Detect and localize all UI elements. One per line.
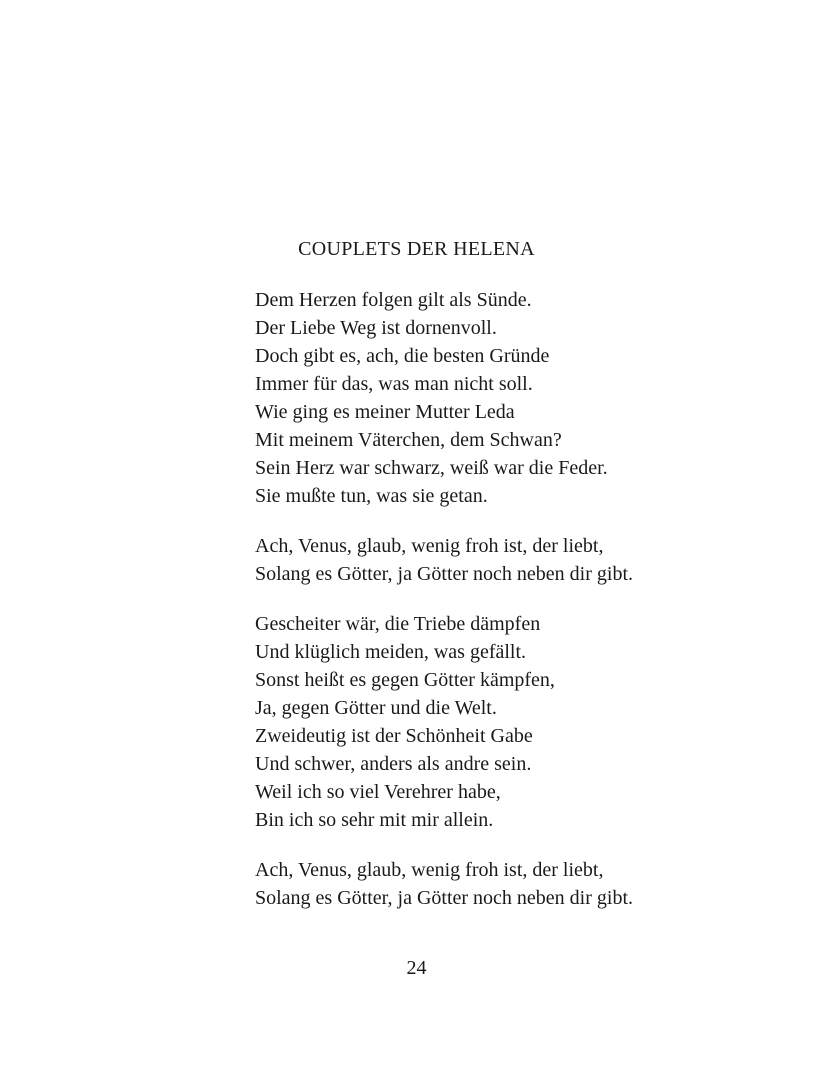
poem-line: Sie mußte tun, was sie getan. <box>255 485 488 507</box>
poem-line: Sonst heißt es gegen Götter kämpfen, <box>255 669 555 691</box>
poem-line: Wie ging es meiner Mutter Leda <box>255 401 515 423</box>
poem-line: Bin ich so sehr mit mir allein. <box>255 809 494 831</box>
poem-line: Sein Herz war schwarz, weiß war die Feder. <box>255 457 608 479</box>
poem-line: Und schwer, anders als andre sein. <box>255 753 532 775</box>
refrain-2 <box>255 856 633 912</box>
poem-line: Ach, Venus, glaub, wenig froh ist, der liebt, <box>255 535 604 557</box>
refrain-1 <box>255 532 633 588</box>
poem-line: Zweideutig ist der Schönheit Gabe <box>255 725 533 747</box>
page-title: COUPLETS DER HELENA <box>298 238 535 260</box>
poem-line: Ja, gegen Götter und die Welt. <box>255 697 497 719</box>
poem-line: Der Liebe Weg ist dornenvoll. <box>255 317 497 339</box>
stanza-1 <box>255 286 633 510</box>
poem-line: Weil ich so viel Verehrer habe, <box>255 781 501 803</box>
poem-line: Solang es Götter, ja Götter noch neben dir gibt. <box>255 887 633 909</box>
poem-body <box>255 286 633 934</box>
poem-line: Mit meinem Väterchen, dem Schwan? <box>255 429 562 451</box>
poem-line: Immer für das, was man nicht soll. <box>255 373 533 395</box>
poem-line: Dem Herzen folgen gilt als Sünde. <box>255 289 532 311</box>
poem-line: Doch gibt es, ach, die besten Gründe <box>255 345 550 367</box>
poem-line: Und klüglich meiden, was gefällt. <box>255 641 527 663</box>
stanza-2 <box>255 610 633 834</box>
poem-line: Gescheiter wär, die Triebe dämpfen <box>255 613 541 635</box>
page-number: 24 <box>406 957 427 979</box>
poem-line: Solang es Götter, ja Götter noch neben dir gibt. <box>255 563 633 585</box>
poem-line: Ach, Venus, glaub, wenig froh ist, der liebt, <box>255 859 604 881</box>
